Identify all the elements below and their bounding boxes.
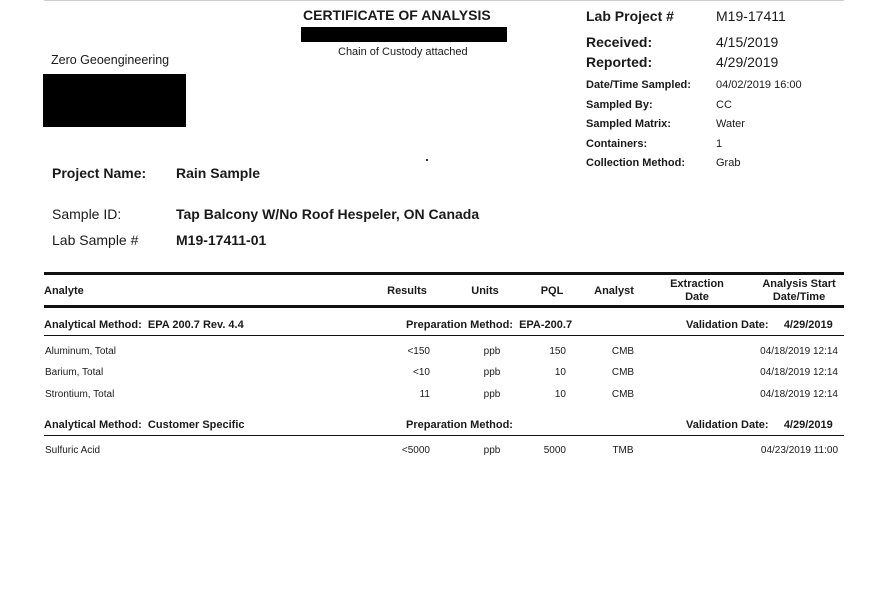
reported-value: 4/29/2019 <box>716 54 779 70</box>
lab-project-value: M19-17411 <box>716 8 786 24</box>
redacted-block-address <box>43 74 186 127</box>
row4-analyte: Sulfuric Acid <box>45 445 101 456</box>
row2-units: ppb <box>483 367 501 378</box>
col-header-pql: PQL <box>540 285 564 297</box>
chain-of-custody-note: Chain of Custody attached <box>338 46 468 58</box>
date-time-sampled-value: 04/02/2019 16:00 <box>716 79 802 91</box>
row2-pql: 10 <box>554 367 566 378</box>
project-name-label: Project Name: <box>52 165 147 181</box>
row4-units: ppb <box>483 445 501 456</box>
redacted-block-title <box>301 27 507 42</box>
sampled-by-label: Sampled By: <box>586 99 653 111</box>
section1-validation-value: 4/29/2019 <box>783 319 833 331</box>
collection-method-value: Grab <box>716 157 741 169</box>
lab-sample-value: M19-17411-01 <box>176 232 267 248</box>
sampled-matrix-value: Water <box>716 118 745 130</box>
col-header-analysis-line2: Date/Time <box>772 291 826 303</box>
row2-result: <10 <box>413 367 430 378</box>
received-label: Received: <box>586 34 653 50</box>
section2-preparation-method <box>406 419 516 431</box>
row4-result: <5000 <box>401 445 430 456</box>
company-name: Zero Geoengineering <box>51 53 170 67</box>
row2-analyst: CMB <box>611 367 635 378</box>
row3-units: ppb <box>483 389 501 400</box>
col-header-units: Units <box>471 285 499 297</box>
row1-result: <150 <box>407 346 430 357</box>
row1-analysis-start: 04/18/2019 12:14 <box>760 346 838 357</box>
section2-validation-value: 4/29/2019 <box>783 419 833 431</box>
row4-analysis-start: 04/23/2019 11:00 <box>760 445 838 456</box>
row1-pql: 150 <box>549 346 566 357</box>
lab-sample-label: Lab Sample # <box>52 232 139 248</box>
row2-analyte: Barium, Total <box>45 367 104 378</box>
lab-project-label: Lab Project # <box>586 8 674 24</box>
containers-label: Containers: <box>586 138 648 150</box>
row4-analyst: TMB <box>612 445 634 456</box>
top-border-line <box>44 0 844 1</box>
table-top-rule <box>44 272 844 275</box>
section1-analytical-method <box>44 319 244 331</box>
section2-rule <box>44 435 844 436</box>
section2-validation-label: Validation Date: <box>686 419 769 431</box>
col-header-analyte: Analyte <box>44 285 84 297</box>
sample-id-value: Tap Balcony W/No Roof Hespeler, ON Canada <box>176 206 480 222</box>
row1-analyte: Aluminum, Total <box>45 346 116 357</box>
col-header-analysis-start <box>752 278 846 304</box>
reported-label: Reported: <box>586 54 653 70</box>
row3-analyst: CMB <box>611 389 635 400</box>
section1-validation-label: Validation Date: <box>686 319 769 331</box>
collection-method-label: Collection Method: <box>586 157 685 169</box>
row1-analyst: CMB <box>611 346 635 357</box>
row2-analysis-start: 04/18/2019 12:14 <box>760 367 838 378</box>
row4-pql: 5000 <box>543 445 566 456</box>
section2-prep-label: Preparation Method: <box>406 419 513 431</box>
section1-validation-date <box>686 319 833 331</box>
project-name-value: Rain Sample <box>176 165 261 181</box>
section2-method-value: Customer Specific <box>147 419 245 431</box>
row1-units: ppb <box>483 346 501 357</box>
sampled-matrix-label: Sampled Matrix: <box>586 118 671 130</box>
section1-prep-label: Preparation Method: <box>406 319 513 331</box>
section1-method-value: EPA 200.7 Rev. 4.4 <box>147 319 244 331</box>
section1-prep-value: EPA-200.7 <box>519 319 573 331</box>
received-value: 4/15/2019 <box>716 34 779 50</box>
section2-analytical-method <box>44 419 245 431</box>
section1-rule <box>44 335 844 336</box>
row3-result: 11 <box>419 389 430 400</box>
table-header-rule <box>44 305 844 308</box>
date-time-sampled-label: Date/Time Sampled: <box>586 79 691 91</box>
col-header-extraction <box>662 278 732 304</box>
certificate-title: CERTIFICATE OF ANALYSIS <box>303 7 491 23</box>
section1-preparation-method <box>406 319 572 331</box>
col-header-results: Results <box>387 285 427 297</box>
col-header-analyst: Analyst <box>594 285 634 297</box>
sample-id-label: Sample ID: <box>52 206 122 222</box>
stray-mark <box>426 159 428 161</box>
section2-method-label: Analytical Method: <box>44 419 142 431</box>
col-header-extraction-line1: Extraction <box>670 278 724 290</box>
col-header-extraction-line2: Date <box>685 291 709 303</box>
section1-method-label: Analytical Method: <box>44 319 142 331</box>
containers-value: 1 <box>716 138 723 150</box>
row3-analyte: Strontium, Total <box>45 389 115 400</box>
sampled-by-value: CC <box>716 99 732 111</box>
row3-analysis-start: 04/18/2019 12:14 <box>760 389 838 400</box>
section2-validation-date <box>686 419 833 431</box>
col-header-analysis-line1: Analysis Start <box>762 278 836 290</box>
row3-pql: 10 <box>554 389 566 400</box>
